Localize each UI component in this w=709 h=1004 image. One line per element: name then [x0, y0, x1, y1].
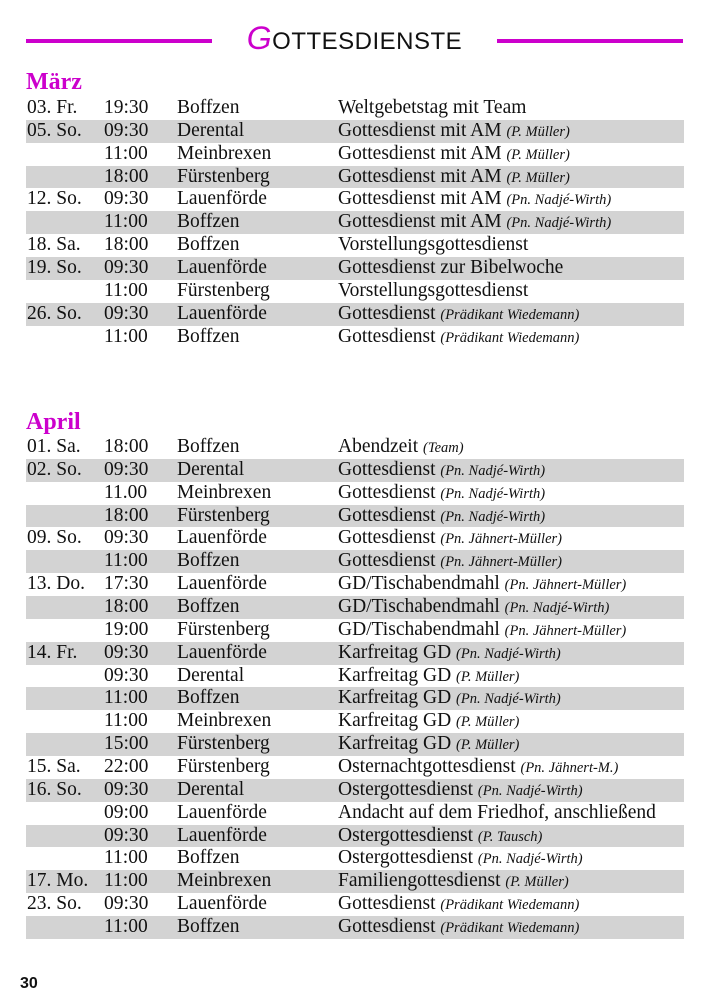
service-event-title: Weltgebetstag mit Team — [338, 97, 527, 118]
service-time: 11:00 — [104, 870, 148, 892]
schedule-row — [26, 825, 684, 848]
service-leader-note: (Prädikant Wiedemann) — [440, 306, 580, 323]
service-leader-note: (Pn. Jähnert-Müller) — [504, 577, 627, 594]
service-place: Lauenförde — [177, 824, 267, 846]
schedule-row — [26, 211, 684, 234]
service-place: Derental — [177, 119, 245, 141]
service-time: 09:30 — [104, 824, 149, 846]
service-event — [338, 802, 656, 825]
service-event — [338, 257, 563, 280]
service-event — [338, 550, 562, 574]
service-time: 09:30 — [104, 188, 149, 210]
schedule-row — [26, 166, 684, 189]
page-number: 30 — [20, 975, 38, 992]
schedule-row — [26, 234, 684, 257]
service-event-title: Gottesdienst mit AM — [338, 165, 502, 187]
service-date: 13. Do. — [27, 573, 85, 595]
service-event — [338, 188, 611, 212]
page-header — [0, 18, 709, 62]
service-time: 18:00 — [104, 165, 149, 187]
service-date: 18. Sa. — [27, 234, 81, 256]
service-event — [338, 847, 583, 871]
service-event-title: Karfreitag GD — [338, 733, 452, 755]
service-time: 19:30 — [104, 97, 149, 118]
service-leader-note: (P. Müller) — [506, 169, 570, 186]
service-time: 09:30 — [104, 893, 149, 915]
service-event-title: Gottesdienst — [338, 481, 436, 503]
service-date: 23. So. — [27, 893, 82, 915]
service-place: Fürstenberg — [177, 165, 270, 187]
schedule-row — [26, 257, 684, 280]
service-time: 11.00 — [104, 481, 148, 503]
service-event — [338, 642, 561, 666]
schedule-row — [26, 326, 684, 349]
service-event — [338, 733, 519, 757]
service-place: Meinbrexen — [177, 710, 272, 732]
schedule-row — [26, 756, 684, 779]
service-place: Boffzen — [177, 325, 240, 347]
schedule-row — [26, 619, 684, 642]
header-rule-left — [26, 39, 212, 43]
service-event — [338, 143, 570, 167]
service-time: 22:00 — [104, 756, 149, 778]
schedule-row — [26, 550, 684, 573]
service-event — [338, 756, 618, 780]
service-time: 11:00 — [104, 550, 148, 572]
service-event — [338, 303, 579, 327]
service-event-title: Gottesdienst zur Bibelwoche — [338, 257, 564, 279]
service-place: Lauenförde — [177, 527, 267, 549]
page-title-initial: G — [246, 20, 273, 56]
service-place: Boffzen — [177, 436, 240, 457]
service-place: Boffzen — [177, 234, 240, 256]
service-time: 11:00 — [104, 710, 148, 732]
service-event — [338, 665, 519, 689]
service-leader-note: (P. Müller) — [506, 146, 570, 163]
service-place: Meinbrexen — [177, 481, 272, 503]
service-time: 09:30 — [104, 527, 149, 549]
service-event-title: Gottesdienst mit AM — [338, 211, 502, 233]
header-rule-right — [497, 39, 683, 43]
service-place: Lauenförde — [177, 801, 267, 823]
service-event — [338, 505, 545, 529]
schedule-row — [26, 847, 684, 870]
service-event-title: Vorstellungsgottesdienst — [338, 234, 529, 256]
service-place: Lauenförde — [177, 893, 267, 915]
service-date: 16. So. — [27, 778, 82, 800]
service-event-title: Karfreitag GD — [338, 664, 452, 686]
schedule-row — [26, 505, 684, 528]
service-event-title: Familiengottesdienst — [338, 870, 501, 892]
service-event — [338, 234, 528, 257]
service-leader-note: (Pn. Nadjé-Wirth) — [504, 600, 610, 617]
schedule-row — [26, 143, 684, 166]
service-leader-note: (Pn. Jähnert-M.) — [520, 760, 619, 777]
schedule-april — [26, 436, 684, 939]
schedule-row — [26, 188, 684, 211]
service-event-title: Gottesdienst — [338, 302, 436, 324]
service-event — [338, 825, 542, 849]
service-leader-note: (Pn. Jähnert-Müller) — [440, 554, 562, 571]
schedule-row — [26, 596, 684, 619]
service-event-title: GD/Tischabendmahl — [338, 573, 500, 595]
service-time: 09:30 — [104, 458, 149, 480]
service-place: Fürstenberg — [177, 733, 270, 755]
service-event-title: Osternachtgottesdienst — [338, 756, 516, 778]
service-time: 11:00 — [104, 847, 148, 869]
service-event-title: Abendzeit — [338, 436, 419, 457]
schedule-row — [26, 710, 684, 733]
service-place: Fürstenberg — [177, 279, 270, 301]
service-event-title: Gottesdienst — [338, 325, 436, 347]
service-leader-note: (Pn. Nadjé-Wirth) — [456, 691, 561, 708]
service-date: 02. So. — [27, 458, 82, 480]
page-title — [212, 18, 497, 62]
schedule-row — [26, 687, 684, 710]
service-date: 12. So. — [27, 188, 82, 210]
service-time: 09:30 — [104, 119, 149, 141]
service-event-title: GD/Tischabendmahl — [338, 618, 500, 640]
service-time: 09:30 — [104, 664, 149, 686]
service-event-title: Ostergottesdienst — [338, 778, 474, 800]
schedule-row — [26, 303, 684, 326]
service-time: 18:00 — [104, 596, 149, 618]
service-place: Derental — [177, 778, 245, 800]
service-leader-note: (Prädikant Wiedemann) — [440, 329, 580, 346]
service-leader-note: (Prädikant Wiedemann) — [440, 920, 580, 937]
service-date: 01. Sa. — [27, 436, 81, 457]
service-event — [338, 619, 626, 643]
service-event — [338, 573, 626, 597]
service-time: 18:00 — [104, 504, 149, 526]
service-event-title: Ostergottesdienst — [338, 847, 474, 869]
service-event-title: Vorstellungsgottesdienst — [338, 279, 529, 301]
service-time: 09:30 — [104, 302, 149, 324]
service-event — [338, 527, 562, 551]
service-leader-note: (Team) — [423, 440, 464, 456]
service-event — [338, 916, 579, 940]
service-leader-note: (Prädikant Wiedemann) — [440, 897, 580, 914]
service-event — [338, 482, 545, 506]
schedule-row — [26, 779, 684, 802]
schedule-row — [26, 120, 684, 143]
service-event — [338, 459, 545, 483]
service-place: Lauenförde — [177, 641, 267, 663]
service-leader-note: (Pn. Jähnert-Müller) — [504, 622, 627, 639]
service-date: 05. So. — [27, 119, 82, 141]
service-event-title: Gottesdienst mit AM — [338, 188, 502, 210]
section-title-maerz: März — [26, 69, 82, 95]
service-event — [338, 436, 464, 460]
service-time: 11:00 — [104, 325, 148, 347]
service-event — [338, 710, 519, 734]
schedule-row — [26, 916, 684, 939]
service-time: 18:00 — [104, 436, 149, 457]
service-event-title: Karfreitag GD — [338, 687, 452, 709]
service-date: 26. So. — [27, 302, 82, 324]
service-leader-note: (Pn. Nadjé-Wirth) — [506, 192, 612, 209]
service-place: Fürstenberg — [177, 756, 270, 778]
service-event — [338, 326, 579, 350]
schedule-row — [26, 459, 684, 482]
service-time: 11:00 — [104, 142, 148, 164]
service-place: Lauenförde — [177, 257, 267, 279]
service-event — [338, 687, 561, 711]
schedule-row — [26, 802, 684, 825]
service-event-title: Gottesdienst — [338, 916, 436, 938]
service-time: 11:00 — [104, 916, 148, 938]
service-time: 18:00 — [104, 234, 149, 256]
service-place: Derental — [177, 664, 245, 686]
service-place: Fürstenberg — [177, 504, 270, 526]
service-leader-note: (Pn. Nadjé-Wirth) — [477, 851, 583, 868]
service-place: Boffzen — [177, 550, 240, 572]
service-leader-note: (P. Müller) — [506, 123, 570, 140]
service-event-title: Andacht auf dem Friedhof, anschließend — [338, 801, 656, 823]
service-leader-note: (Pn. Nadjé-Wirth) — [440, 462, 546, 479]
schedule-row — [26, 527, 684, 550]
service-leader-note: (Pn. Nadjé-Wirth) — [440, 508, 546, 525]
service-event-title: Gottesdienst — [338, 550, 436, 572]
service-place: Boffzen — [177, 97, 240, 118]
service-date: 15. Sa. — [27, 756, 81, 778]
service-event-title: Gottesdienst — [338, 504, 436, 526]
schedule-row — [26, 733, 684, 756]
service-event — [338, 893, 579, 917]
service-place: Derental — [177, 458, 245, 480]
schedule-row — [26, 280, 684, 303]
service-time: 15:00 — [104, 733, 149, 755]
service-event — [338, 779, 583, 803]
service-time: 09:00 — [104, 801, 149, 823]
service-place: Lauenförde — [177, 302, 267, 324]
service-place: Boffzen — [177, 596, 240, 618]
page-title-rest: OTTESDIENSTE — [272, 28, 463, 55]
schedule-row — [26, 893, 684, 916]
service-place: Lauenförde — [177, 188, 267, 210]
service-place: Meinbrexen — [177, 142, 272, 164]
service-event-title: Karfreitag GD — [338, 641, 452, 663]
service-event-title: Gottesdienst mit AM — [338, 142, 502, 164]
service-place: Boffzen — [177, 687, 240, 709]
service-date: 17. Mo. — [27, 870, 89, 892]
service-time: 11:00 — [104, 211, 148, 233]
service-place: Meinbrexen — [177, 870, 272, 892]
service-event-title: Gottesdienst — [338, 458, 436, 480]
schedule-row — [26, 642, 684, 665]
service-time: 09:30 — [104, 257, 149, 279]
service-event-title: GD/Tischabendmahl — [338, 596, 500, 618]
schedule-row — [26, 573, 684, 596]
service-event-title: Karfreitag GD — [338, 710, 452, 732]
schedule-row — [26, 870, 684, 893]
service-event-title: Ostergottesdienst — [338, 824, 474, 846]
service-place: Boffzen — [177, 211, 240, 233]
service-time: 17:30 — [104, 573, 149, 595]
service-date: 09. So. — [27, 527, 82, 549]
service-place: Fürstenberg — [177, 618, 270, 640]
service-event — [338, 870, 569, 894]
schedule-row — [26, 436, 684, 459]
service-event — [338, 211, 611, 235]
service-leader-note: (P. Müller) — [505, 874, 569, 891]
service-time: 09:30 — [104, 778, 149, 800]
service-leader-note: (P. Tausch) — [477, 828, 543, 845]
service-place: Boffzen — [177, 916, 240, 938]
service-time: 19:00 — [104, 618, 149, 640]
service-leader-note: (Pn. Nadjé-Wirth) — [477, 782, 583, 799]
service-time: 09:30 — [104, 641, 149, 663]
schedule-row — [26, 665, 684, 688]
service-event — [338, 120, 570, 144]
service-time: 11:00 — [104, 279, 148, 301]
service-leader-note: (P. Müller) — [456, 737, 520, 754]
service-time: 11:00 — [104, 687, 148, 709]
service-leader-note: (Pn. Jähnert-Müller) — [440, 531, 562, 548]
service-leader-note: (Pn. Nadjé-Wirth) — [440, 485, 546, 502]
service-place: Boffzen — [177, 847, 240, 869]
service-event — [338, 97, 526, 120]
schedule-maerz — [26, 97, 684, 348]
service-place: Lauenförde — [177, 573, 267, 595]
service-event — [338, 596, 609, 620]
service-leader-note: (Pn. Nadjé-Wirth) — [456, 645, 561, 662]
section-title-april: April — [26, 409, 81, 435]
service-event — [338, 166, 570, 190]
service-event-title: Gottesdienst mit AM — [338, 119, 502, 141]
service-event-title: Gottesdienst — [338, 527, 436, 549]
service-event-title: Gottesdienst — [338, 893, 436, 915]
service-date: 03. Fr. — [27, 97, 78, 118]
service-leader-note: (P. Müller) — [456, 668, 520, 685]
service-leader-note: (Pn. Nadjé-Wirth) — [506, 215, 612, 232]
schedule-row — [26, 482, 684, 505]
service-date: 14. Fr. — [27, 641, 78, 663]
service-leader-note: (P. Müller) — [456, 714, 520, 731]
schedule-row — [26, 97, 684, 120]
service-date: 19. So. — [27, 257, 82, 279]
service-event — [338, 280, 528, 303]
